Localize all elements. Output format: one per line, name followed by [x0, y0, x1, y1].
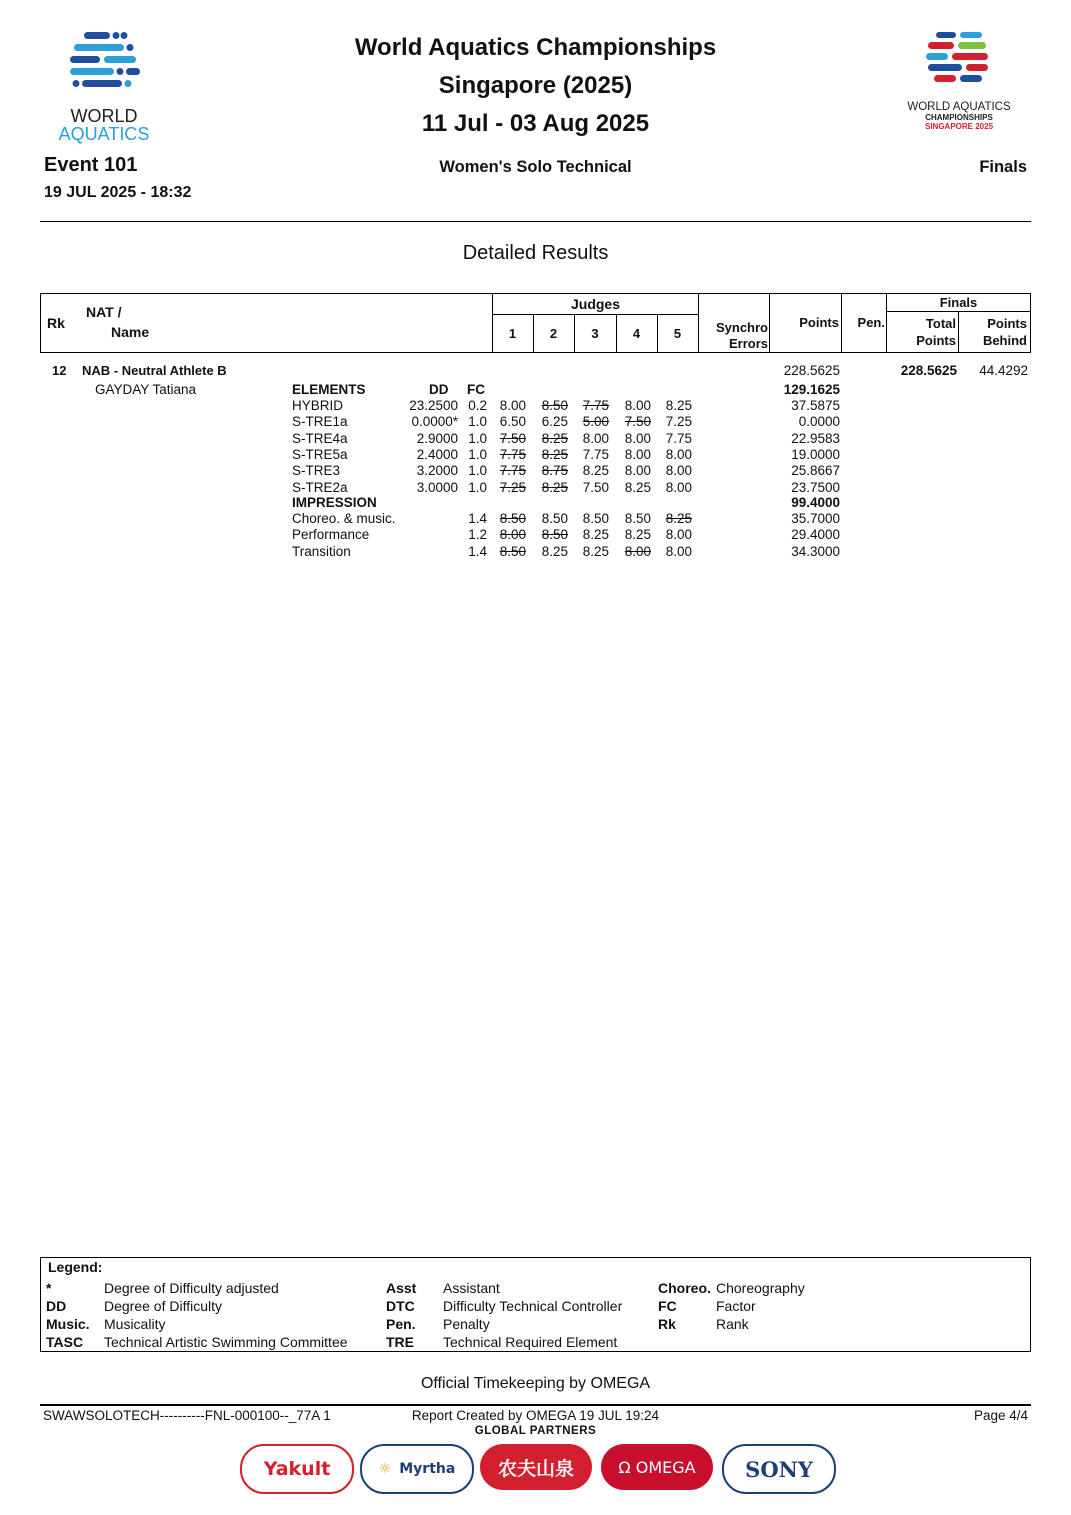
legend-text: Choreography	[716, 1280, 805, 1296]
row-name: S-TRE3	[292, 463, 341, 479]
sponsor-omega-logo	[601, 1444, 713, 1490]
championship-dates: 11 Jul - 03 Aug 2025	[421, 110, 650, 137]
row-fc: 1.0	[468, 414, 487, 430]
judge-5-score: 7.75	[665, 430, 692, 446]
legend-abbr: DD	[46, 1298, 67, 1314]
row-fc: 1.0	[468, 446, 487, 462]
row-dd: 0.0000*	[411, 414, 458, 430]
row-points: 35.7000	[791, 511, 840, 526]
row-name: Choreo. & music.	[292, 511, 396, 526]
col-points-behind-1: Points	[987, 316, 1027, 331]
logo-left-line2: AQUATICS	[58, 124, 150, 144]
col-points: Points	[799, 315, 839, 330]
row-points: 22.9583	[791, 430, 840, 446]
athlete-rank: 12	[52, 363, 67, 378]
judge-5-score: 8.00	[665, 527, 692, 543]
row-name: S-TRE5a	[292, 446, 348, 462]
col-errors: Errors	[728, 336, 768, 351]
judge-2-score: 8.25	[541, 430, 568, 446]
judge-4-score: 7.50	[624, 414, 651, 430]
judge-3-score: 7.75	[582, 398, 609, 413]
judge-2-score: 8.50	[541, 398, 568, 413]
row-name: S-TRE4a	[292, 430, 348, 446]
impression-header: IMPRESSION	[292, 495, 377, 510]
dd-header: DD	[429, 382, 449, 397]
report-created: Report Created by OMEGA 19 JUL 19:24	[411, 1408, 660, 1423]
sponsor-yakult-logo	[240, 1444, 354, 1494]
championship-title: World Aquatics Championships	[354, 34, 717, 61]
global-partners-label: GLOBAL PARTNERS	[474, 1425, 597, 1437]
legend-abbr: Rk	[658, 1316, 676, 1332]
judge-5-score: 8.25	[665, 511, 692, 526]
event-phase: Finals	[979, 158, 1027, 176]
judge-1-score: 6.50	[499, 414, 526, 430]
row-dd: 2.9000	[416, 430, 458, 446]
col-judge-3: 3	[591, 326, 599, 341]
judge-3-score: 7.75	[582, 446, 609, 462]
elements-subtotal: 129.1625	[783, 382, 840, 397]
row-fc: 1.4	[468, 511, 487, 526]
row-name: HYBRID	[292, 398, 344, 413]
event-datetime: 19 JUL 2025 - 18:32	[44, 184, 192, 201]
judge-2-score: 8.75	[541, 463, 568, 479]
row-dd: 3.2000	[416, 463, 458, 479]
row-points: 34.3000	[791, 543, 840, 559]
athlete-points: 228.5625	[783, 363, 840, 378]
row-name: Transition	[292, 543, 351, 559]
sponsor-yakult-text: Yakult	[263, 1458, 331, 1480]
sponsor-omega-text: Ω OMEGA	[618, 1457, 696, 1477]
judge-1-score: 8.50	[499, 511, 526, 526]
legend-text: Penalty	[443, 1316, 490, 1332]
sponsor-sony-logo	[722, 1444, 836, 1494]
judge-2-score: 8.25	[541, 479, 568, 495]
legend-abbr: Pen.	[386, 1316, 416, 1332]
judge-4-score: 8.00	[624, 446, 651, 462]
sun-icon: ☼	[378, 1461, 392, 1477]
timekeeping-note: Official Timekeeping by OMEGA	[420, 1375, 651, 1392]
sponsor-nongfu-logo	[480, 1444, 592, 1490]
row-name: S-TRE1a	[292, 414, 348, 430]
judge-4-score: 8.25	[624, 479, 651, 495]
header-divider	[40, 221, 1031, 222]
judge-1-score: 7.50	[499, 430, 526, 446]
judge-1-score: 7.25	[499, 479, 526, 495]
judge-5-score: 8.00	[665, 479, 692, 495]
logo-left-line1: WORLD	[70, 106, 138, 126]
judge-3-score: 7.50	[582, 479, 609, 495]
judge-2-score: 8.25	[541, 446, 568, 462]
footer-divider	[40, 1404, 1031, 1406]
col-judge-2: 2	[549, 326, 558, 341]
judge-1-score: 7.75	[499, 446, 526, 462]
col-judge-4: 4	[632, 326, 641, 341]
judge-1-score: 7.75	[499, 463, 526, 479]
event-number: Event 101	[44, 154, 138, 176]
judge-4-score: 8.00	[624, 543, 651, 559]
legend-text: Technical Required Element	[443, 1334, 618, 1350]
row-dd: 23.2500	[409, 398, 458, 413]
judge-2-score: 8.50	[541, 511, 568, 526]
athlete-name: GAYDAY Tatiana	[95, 382, 197, 397]
judge-2-score: 8.50	[541, 527, 568, 543]
row-fc: 1.0	[468, 463, 487, 479]
logo-right-line3: SINGAPORE 2025	[924, 122, 994, 131]
col-finals: Finals	[939, 295, 978, 310]
row-points: 37.5875	[791, 398, 840, 413]
legend-abbr: Music.	[46, 1316, 90, 1332]
legend-abbr: *	[46, 1280, 52, 1296]
legend-abbr: TASC	[46, 1334, 84, 1350]
championship-location: Singapore (2025)	[438, 72, 633, 99]
col-judge-1: 1	[508, 326, 517, 341]
row-dd: 2.4000	[416, 446, 458, 462]
legend-abbr: Choreo.	[658, 1280, 711, 1296]
athlete-total-points: 228.5625	[900, 363, 957, 378]
row-points: 19.0000	[791, 446, 840, 462]
row-fc: 1.0	[468, 479, 487, 495]
athlete-nat: NAB - Neutral Athlete B	[82, 363, 227, 378]
sponsor-myrtha-logo	[360, 1444, 474, 1494]
legend-text: Musicality	[104, 1316, 166, 1332]
judge-1-score: 8.50	[499, 543, 526, 559]
row-points: 25.8667	[791, 463, 840, 479]
impression-subtotal: 99.4000	[791, 495, 840, 510]
sponsor-sony-text: SONY	[745, 1456, 813, 1482]
row-name: Performance	[292, 527, 370, 543]
judge-3-score: 8.25	[582, 527, 609, 543]
elements-header: ELEMENTS	[292, 382, 366, 397]
col-rank: Rk	[47, 315, 65, 331]
judge-4-score: 8.00	[624, 398, 651, 413]
judge-4-score: 8.50	[624, 511, 651, 526]
legend-abbr: FC	[658, 1298, 677, 1314]
event-discipline: Women's Solo Technical	[439, 158, 632, 176]
row-fc: 0.2	[468, 398, 487, 413]
row-points: 0.0000	[798, 414, 840, 430]
col-total-points: Points	[916, 333, 956, 348]
row-name: S-TRE2a	[292, 479, 348, 495]
judge-1-score: 8.00	[499, 527, 526, 543]
judge-2-score: 8.25	[541, 543, 568, 559]
sponsor-nongfu-text: 农夫山泉	[497, 1457, 574, 1480]
row-fc: 1.0	[468, 430, 487, 446]
report-title: Detailed Results	[462, 242, 609, 264]
legend-abbr: Asst	[386, 1280, 417, 1296]
fc-header: FC	[467, 382, 485, 397]
judge-3-score: 5.00	[582, 414, 609, 430]
judge-4-score: 8.00	[624, 463, 651, 479]
col-points-behind-2: Behind	[982, 333, 1027, 348]
logo-right-line1: WORLD AQUATICS	[907, 101, 1011, 113]
row-fc: 1.2	[468, 527, 487, 543]
legend-text: Technical Artistic Swimming Committee	[104, 1334, 348, 1350]
judge-1-score: 8.00	[499, 398, 526, 413]
judge-5-score: 7.25	[665, 414, 692, 430]
row-points: 23.7500	[791, 479, 840, 495]
page-number: Page 4/4	[973, 1408, 1028, 1423]
athlete-points-behind: 44.4292	[979, 363, 1028, 378]
col-judges: Judges	[570, 296, 620, 312]
col-synchro: Synchro	[715, 320, 768, 335]
legend-text: Rank	[716, 1316, 749, 1332]
col-judge-5: 5	[673, 326, 682, 341]
row-fc: 1.4	[468, 543, 487, 559]
legend-title: Legend:	[48, 1259, 103, 1275]
col-penalty: Pen.	[857, 315, 885, 330]
judge-4-score: 8.00	[624, 430, 651, 446]
judge-5-score: 8.00	[665, 446, 692, 462]
logo-right-line2: CHAMPIONSHIPS	[925, 113, 993, 122]
legend-text: Degree of Difficulty adjusted	[104, 1280, 279, 1296]
judge-5-score: 8.25	[665, 398, 692, 413]
judge-2-score: 6.25	[541, 414, 568, 430]
report-code: SWAWSOLOTECH----------FNL-000100--_77A 1	[43, 1408, 331, 1423]
judge-3-score: 8.25	[582, 463, 609, 479]
judge-3-score: 8.50	[582, 511, 609, 526]
judge-3-score: 8.25	[582, 543, 609, 559]
legend-text: Difficulty Technical Controller	[443, 1298, 623, 1314]
judge-3-score: 8.00	[582, 430, 609, 446]
row-points: 29.4000	[791, 527, 840, 543]
col-total: Total	[925, 316, 956, 331]
legend-text: Degree of Difficulty	[104, 1298, 223, 1314]
legend-text: Assistant	[443, 1280, 500, 1296]
judge-5-score: 8.00	[665, 543, 692, 559]
legend-abbr: DTC	[386, 1298, 415, 1314]
judge-5-score: 8.00	[665, 463, 692, 479]
sponsor-myrtha-text: Myrtha	[399, 1461, 456, 1477]
col-nat: NAT /	[86, 304, 122, 320]
legend-abbr: TRE	[386, 1334, 414, 1350]
col-name: Name	[111, 324, 150, 340]
judge-4-score: 8.25	[624, 527, 651, 543]
legend-text: Factor	[716, 1298, 756, 1314]
row-dd: 3.0000	[416, 479, 458, 495]
